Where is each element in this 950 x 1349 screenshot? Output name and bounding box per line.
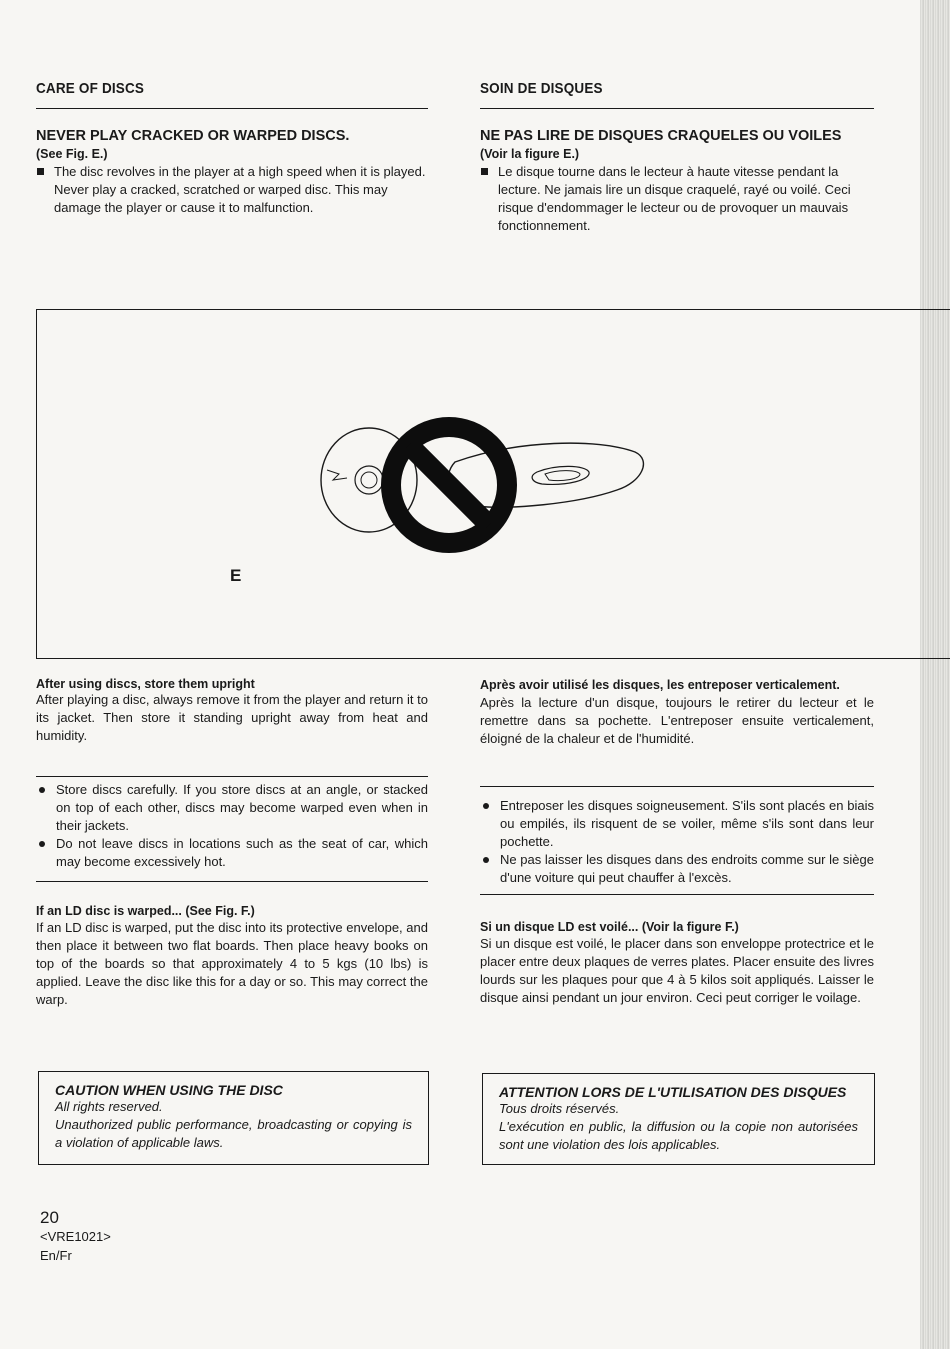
figure-e-box xyxy=(36,309,950,659)
warning-block-en xyxy=(36,128,428,217)
prohibited-slash xyxy=(409,445,489,525)
warning-block-fr xyxy=(480,128,874,235)
warped-disc-illustration xyxy=(37,310,950,658)
list-item: Do not leave discs in locations such as the seat of car, which may become excessively hot. xyxy=(36,835,428,871)
section-rule-left xyxy=(36,108,428,109)
bullets-rule-bottom-left xyxy=(36,881,428,882)
caution-line: Tous droits réservés. xyxy=(499,1101,620,1116)
list-item: Store discs carefully. If you store discs at an angle, or stacked on top of each other, discs may become warped even when in their jackets. xyxy=(36,781,428,835)
bullets-rule-top-right xyxy=(480,786,874,787)
page-number: 20 xyxy=(40,1208,59,1227)
store-text: Après la lecture d'un disque, toujours le retirer du lecteur et le remettre dans sa pochette. L'entreposer ensuite verticalement, éloigné de la chaleur et de l'humidité. xyxy=(480,695,874,746)
list-item: Ne pas laisser les disques dans des endroits comme sur le siège d'une voiture qui peut chauffer à l'excès. xyxy=(480,851,874,887)
warped-block-fr xyxy=(480,920,874,1007)
section-title-soin-de-disques: SOIN DE DISQUES xyxy=(480,80,603,97)
warped-disc-hole xyxy=(545,471,580,481)
bullets-fr xyxy=(480,797,874,887)
warped-title: If an LD disc is warped... (See Fig. F.) xyxy=(36,904,255,918)
page-edge-shading xyxy=(920,0,950,1349)
section-rule-right xyxy=(480,108,874,109)
bullets-en xyxy=(36,781,428,871)
caution-box-fr xyxy=(482,1073,875,1165)
caution-line: All rights reserved. xyxy=(55,1099,163,1114)
section-title-care-of-discs: CARE OF DISCS xyxy=(36,80,145,97)
warning-figure-ref: (Voir la figure E.) xyxy=(480,147,580,161)
list-item: Entreposer les disques soigneusement. S'ils sont placés en biais ou empilés, ils risquent de se voiler, même s'ils sont dans leur pochette. xyxy=(480,797,874,851)
warped-disc-hub xyxy=(532,466,589,484)
store-block-fr xyxy=(480,677,874,748)
bullets-rule-bottom-right xyxy=(480,894,874,895)
model-code: <VRE1021> xyxy=(40,1229,111,1244)
figure-label: E xyxy=(230,566,242,585)
warning-title: NEVER PLAY CRACKED OR WARPED DISCS. xyxy=(36,128,350,144)
store-block-en xyxy=(36,677,428,745)
caution-title: ATTENTION LORS DE L'UTILISATION DES DISQUES xyxy=(499,1084,847,1100)
caution-line: Unauthorized public performance, broadcasting or copying is a violation of applicable laws. xyxy=(55,1117,412,1150)
cracked-disc-hole xyxy=(361,472,377,488)
warped-title: Si un disque LD est voilé... (Voir la figure F.) xyxy=(480,920,739,934)
bullets-rule-top-left xyxy=(36,776,428,777)
warning-text: Le disque tourne dans le lecteur à haute vitesse pendant la lecture. Ne jamais lire un disque craquelé, rayé ou voilé. Ceci risque d'endommager le lecteur ou de provoquer un mauvais fonctionnement. xyxy=(480,163,874,235)
warped-block-en xyxy=(36,904,428,1009)
language-code: En/Fr xyxy=(40,1248,72,1263)
warning-title: NE PAS LIRE DE DISQUES CRAQUELES OU VOILES xyxy=(480,128,842,144)
cracked-disc-hub xyxy=(355,466,383,494)
caution-line: L'exécution en public, la diffusion ou la copie non autorisées sont une violation des lois applicables. xyxy=(499,1119,858,1152)
warning-text: The disc revolves in the player at a high speed when it is played. Never play a cracked, scratched or warped disc. This may damage the player or cause it to malfunction. xyxy=(36,163,428,217)
store-title: Après avoir utilisé les disques, les entreposer verticalement. xyxy=(480,678,840,692)
store-text: After playing a disc, always remove it from the player and return it to its jacket. Then store it standing upright away from heat and humidity. xyxy=(36,692,428,743)
warped-text: If an LD disc is warped, put the disc into its protective envelope, and then place it between two flat boards. Then place heavy books on top of the boards so that approximately 4 to 5 kgs (10 lbs) is applied. Leave the disc like this for a day or so. This may correct the warp. xyxy=(36,920,428,1007)
store-title: After using discs, store them upright xyxy=(36,677,255,691)
caution-title: CAUTION WHEN USING THE DISC xyxy=(55,1082,283,1098)
crack-line xyxy=(327,470,347,480)
caution-box-en xyxy=(38,1071,429,1165)
warped-text: Si un disque est voilé, le placer dans son enveloppe protectrice et le placer entre deux plaques de verres plates. Placer ensuite des livres lourds sur les plaques pour que 4 à 5 kilos soit appliqués. Laisser le disque ainsi pendant un jour environ. Ceci peut corriger le voilage. xyxy=(480,936,874,1005)
warning-figure-ref: (See Fig. E.) xyxy=(36,147,108,161)
